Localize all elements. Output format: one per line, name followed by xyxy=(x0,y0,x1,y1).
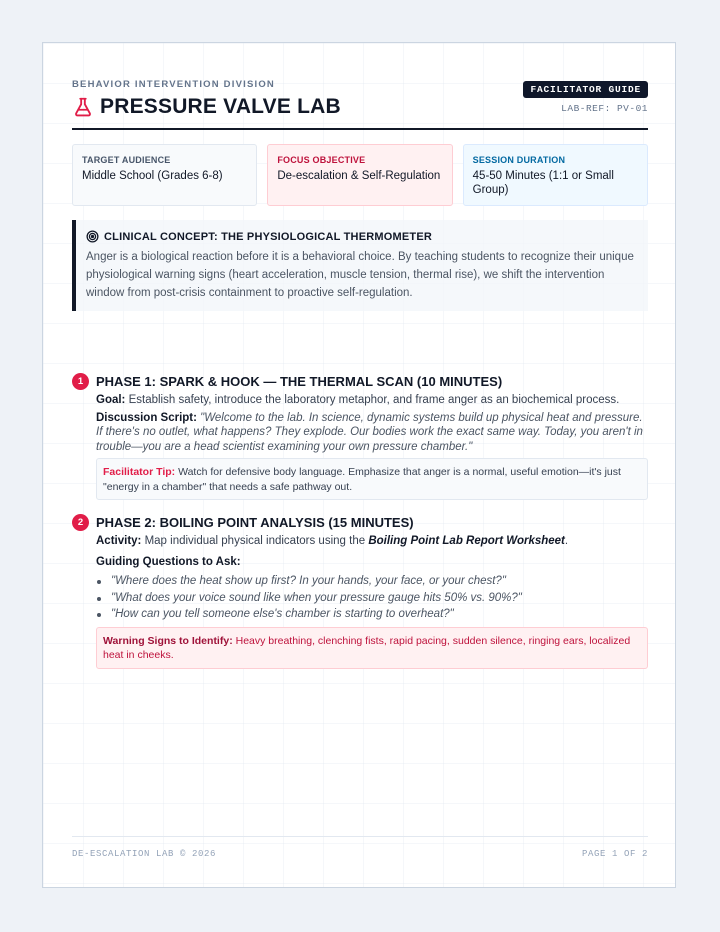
warning-signs-callout xyxy=(96,627,648,669)
title-row xyxy=(72,95,341,119)
footer-copyright: DE-ESCALATION LAB © 2026 xyxy=(72,849,217,859)
list-item: "Where does the heat show up first? In your hands, your face, or your chest?" xyxy=(96,573,648,590)
activity-label: Activity: xyxy=(96,535,142,547)
card-value: Middle School (Grades 6-8) xyxy=(82,170,223,182)
card-label: FOCUS OBJECTIVE xyxy=(277,155,366,165)
card-label: TARGET AUDIENCE xyxy=(82,155,171,165)
clinical-concept-callout xyxy=(72,220,648,311)
info-cards xyxy=(72,144,648,206)
warning-text: Heavy breathing, clenching fists, rapid pacing, sudden silence, ringing ears, localized heat in cheeks. xyxy=(103,634,631,661)
page-number: PAGE 1 OF 2 xyxy=(581,849,648,859)
card-label: SESSION DURATION xyxy=(472,155,566,165)
page-title: PRESSURE VALVE LAB xyxy=(100,95,341,118)
card-value: 45-50 Minutes (1:1 or Small Group) xyxy=(472,170,614,196)
phase-body xyxy=(96,534,648,669)
phase-body xyxy=(96,393,648,500)
phase-number-badge: 2 xyxy=(72,514,89,531)
target-audience-card xyxy=(72,144,257,206)
session-duration-card xyxy=(463,144,648,206)
footer-divider xyxy=(72,836,648,837)
guiding-questions-list xyxy=(96,573,648,623)
goal-text: Establish safety, introduce the laboratory metaphor, and frame anger as an biochemical process. xyxy=(125,394,620,406)
phase-1-section xyxy=(72,372,648,500)
phase-heading xyxy=(72,372,648,390)
script-text: "Welcome to the lab. In science, dynamic systems build up physical heat and pressure. If there's no outlet, what happens? They explode. Our bodies work the exact same way. Today, you aren't in trouble—you are a head scientist examining your own pressure chamber." xyxy=(96,411,643,453)
phase-title: PHASE 2: BOILING POINT ANALYSIS (15 MINUTES) xyxy=(96,514,414,530)
facilitator-guide-badge: FACILITATOR GUIDE xyxy=(523,81,648,98)
division-label: BEHAVIOR INTERVENTION DIVISION xyxy=(72,79,275,90)
phase-heading xyxy=(72,513,648,531)
worksheet-name: Boiling Point Lab Report Worksheet xyxy=(368,535,565,547)
list-item: "What does your voice sound like when your pressure gauge hits 50% vs. 90%?" xyxy=(96,590,648,607)
facilitator-tip xyxy=(96,458,648,500)
card-value: De-escalation & Self-Regulation xyxy=(277,170,441,182)
focus-objective-card xyxy=(267,144,452,206)
concept-heading: CLINICAL CONCEPT: THE PHYSIOLOGICAL THERMOMETER xyxy=(104,230,433,243)
header-divider xyxy=(72,128,648,130)
goal-line xyxy=(96,393,648,408)
phase-2-section xyxy=(72,513,648,669)
phase-title: PHASE 1: SPARK & HOOK — THE THERMAL SCAN (10 MINUTES) xyxy=(96,373,503,389)
list-item: "How can you tell someone else's chamber is starting to overheat?" xyxy=(96,606,648,623)
warning-label: Warning Signs to Identify: xyxy=(103,634,233,647)
activity-text: Map individual physical indicators using the xyxy=(141,535,369,547)
activity-end: . xyxy=(564,535,569,547)
document-page xyxy=(42,42,676,888)
tip-text: Watch for defensive body language. Emphasize that anger is a normal, useful emotion—it's just "energy in a chamber" that needs a safe pathway out. xyxy=(103,466,621,493)
script-line xyxy=(96,411,648,455)
concept-body: Anger is a biological reaction before it is a behavioral choice. By teaching students to recognize their unique physiological warning signs (heart acceleration, muscle tension, thermal rise), we shift the intervention window from post-crisis containment to proactive self-regulation. xyxy=(86,251,634,299)
concept-heading-row xyxy=(86,230,636,243)
flask-icon xyxy=(72,96,94,118)
questions-label xyxy=(96,555,648,570)
phase-number-badge: 1 xyxy=(72,373,89,390)
script-label: Discussion Script: xyxy=(96,411,197,424)
lab-reference: LAB-REF: PV-01 xyxy=(561,103,648,114)
goal-label: Goal: xyxy=(96,394,126,406)
activity-line xyxy=(96,534,648,549)
questions-label-text: Guiding Questions to Ask: xyxy=(96,555,241,568)
target-icon xyxy=(86,230,99,243)
tip-label: Facilitator Tip: xyxy=(103,466,176,478)
